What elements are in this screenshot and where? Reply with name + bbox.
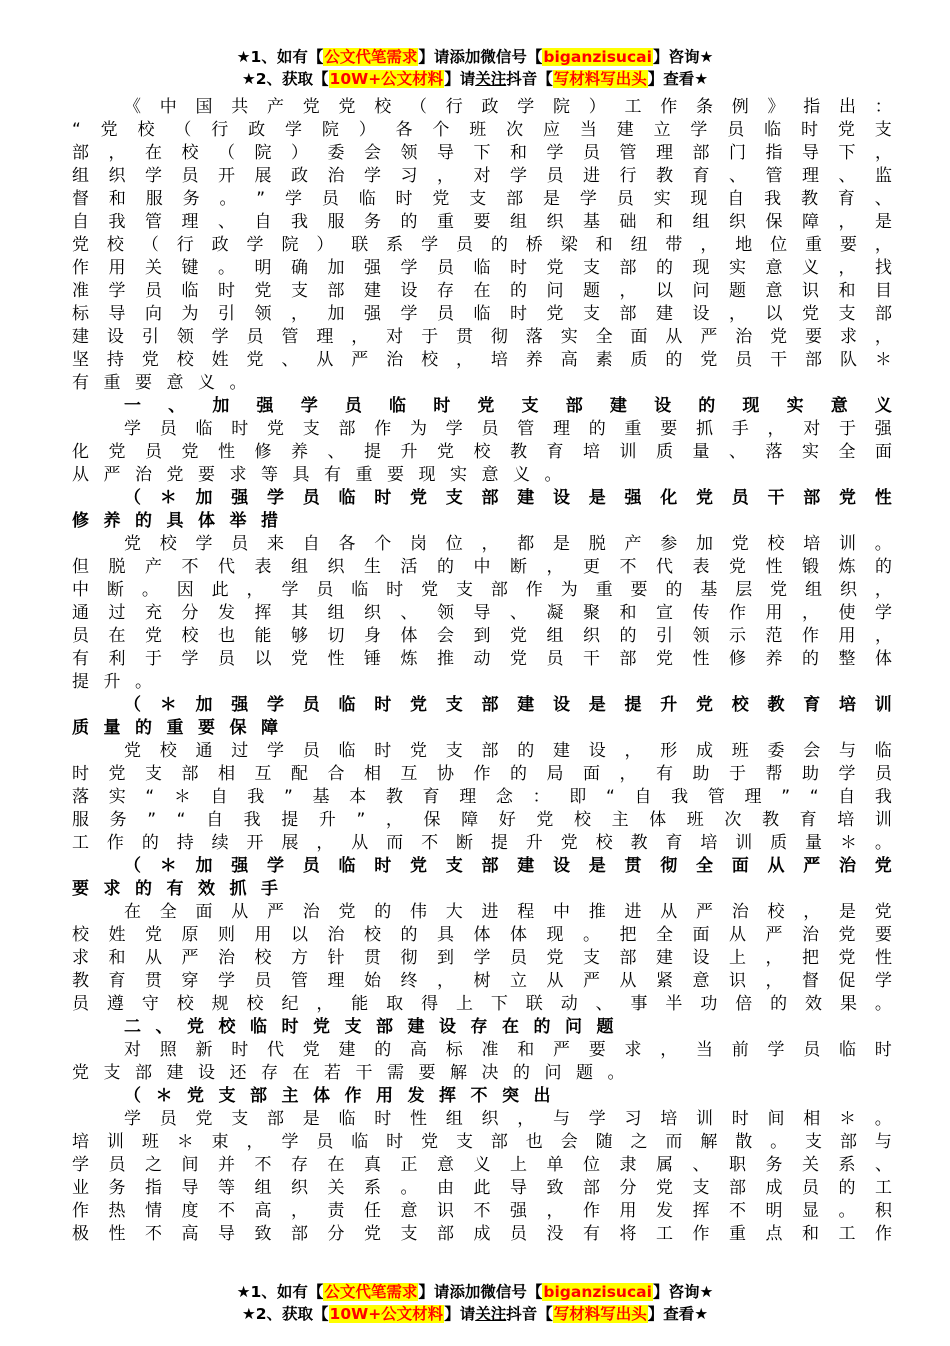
heading-line: 质 量 的 重 要 保 障 [72,718,278,738]
body-text-line: 学 员 之 间 并 不 存 在 真 正 意 义 上 单 位 隶 属 、 职 务 关 系 、 [72,1155,892,1175]
body-text-line: 中 断 。 因 此 ， 学 员 临 时 党 支 部 作 为 重 要 的 基 层 党 组 织 ， [72,580,892,600]
body-text-line: 标 导 向 为 引 领 ， 加 强 学 员 临 时 党 支 部 建 设 ， 以 党 支 部 [72,304,892,324]
heading-line: （ ＊ 党 支 部 主 体 作 用 发 挥 不 突 出 [124,1086,551,1106]
body-text-line: 落 实 “ ＊ 自 我 ” 基 本 教 育 理 念 ： 即 “ 自 我 管 理 ” “ 自 我 [72,787,892,807]
body-text-line: 在 全 面 从 严 治 党 的 伟 大 进 程 中 推 进 从 严 治 校 ， 是 党 [124,902,892,922]
heading-line: 二 、 党 校 临 时 党 支 部 建 设 存 在 的 问 题 [124,1017,614,1037]
promo-underlined: 关注 [475,70,507,88]
body-text-line: 从 严 治 党 要 求 等 具 有 重 要 现 实 意 义 。 [72,465,562,485]
promo-highlight: 10W+公文材料 [329,70,444,88]
body-text-line: 员 遵 守 校 规 校 纪 ， 能 取 得 上 下 联 动 、 事 半 功 倍 的 效 果 。 [72,994,892,1014]
promo-text: 】查看★ [647,1305,709,1323]
heading-line: 修 养 的 具 体 举 措 [72,511,278,531]
body-text-line: 建 设 引 领 学 员 管 理 ， 对 于 贯 彻 落 实 全 面 从 严 治 党 要 求 ， [72,327,892,347]
promo-text: ★2、获取【 [241,1305,329,1323]
promo-highlight: 公文代笔需求 [324,1283,418,1301]
promo-text: ★1、如有【 [236,48,324,66]
body-text-line: 业 务 指 导 等 组 织 关 系 。 由 此 导 致 部 分 党 支 部 成 员 的 工 [72,1178,892,1198]
body-text-line: 提 升 。 [72,672,152,692]
promo-text: 】请 [444,70,476,88]
promo-text: 】查看★ [647,70,709,88]
heading-line: 要 求 的 有 效 抓 手 [72,879,278,899]
document-body [72,96,892,1246]
body-text-line: 坚 持 党 校 姓 党 、 从 严 治 校 ， 培 养 高 素 质 的 党 员 干 部 队 ＊ [72,350,892,370]
body-text-line: 党 校 （ 行 政 学 院 ） 联 系 学 员 的 桥 梁 和 纽 带 ， 地 位 重 要 ， [72,235,892,255]
promo-highlight: 10W+公文材料 [329,1305,444,1323]
body-text-line: 极 性 不 高 导 致 部 分 党 支 部 成 员 没 有 将 工 作 重 点 和 工 作 [72,1224,892,1244]
promo-underlined: 关注 [475,1305,507,1323]
promo-text: 抖音【 [506,1305,553,1323]
body-text-line: 但 脱 产 不 代 表 组 织 生 活 的 中 断 ， 更 不 代 表 党 性 锻 炼 的 [72,557,892,577]
body-text-line: 教 育 贯 穿 学 员 管 理 始 终 ， 树 立 从 严 从 紧 意 识 ， 督 促 学 [72,971,892,991]
promo-text: ★2、获取【 [241,70,329,88]
promo-text: 】请添加微信号【 [418,48,543,66]
douyin-account-highlight: 写材料写出头 [553,1305,647,1323]
body-text-line: 学 员 党 支 部 是 临 时 性 组 织 ， 与 学 习 培 训 时 间 相 ＊ 。 [124,1109,892,1129]
header-promo-banner [0,46,950,90]
promo-line-1 [0,46,950,68]
body-text-line: 校 姓 党 原 则 用 以 治 校 的 具 体 体 现 。 把 全 面 从 严 治 党 要 [72,925,892,945]
body-text-line: 化 党 员 党 性 修 养 、 提 升 党 校 教 育 培 训 质 量 、 落 实 全 面 [72,442,892,462]
body-text-line: 学 员 临 时 党 支 部 作 为 学 员 管 理 的 重 要 抓 手 ， 对 于 强 [124,419,892,439]
body-text-line: 服 务 ” “ 自 我 提 升 ” ， 保 障 好 党 校 主 体 班 次 教 育 培 训 [72,810,892,830]
heading-line: （ ＊ 加 强 学 员 临 时 党 支 部 建 设 是 贯 彻 全 面 从 严 治 党 [124,856,892,876]
body-text-line: 对 照 新 时 代 党 建 的 高 标 准 和 严 要 求 ， 当 前 学 员 临 时 [124,1040,892,1060]
body-text-line: 通 过 充 分 发 挥 其 组 织 、 领 导 、 凝 聚 和 宣 传 作 用 ， 使 学 [72,603,892,623]
body-text-line: 作 用 关 键 。 明 确 加 强 学 员 临 时 党 支 部 的 现 实 意 义 ， 找 [72,258,892,278]
heading-line: 一 、 加 强 学 员 临 时 党 支 部 建 设 的 现 实 意 义 [124,396,892,416]
promo-text: 】咨询★ [652,1283,714,1301]
body-text-line: “ 党 校 （ 行 政 学 院 ） 各 个 班 次 应 当 建 立 学 员 临 时 党 支 [72,120,892,140]
body-text-line: 准 学 员 临 时 党 支 部 建 设 存 在 的 问 题 ， 以 问 题 意 识 和 目 [72,281,892,301]
body-text-line: 求 和 从 严 治 校 方 针 贯 彻 到 学 员 党 支 部 建 设 上 ， 把 党 性 [72,948,892,968]
body-text-line: 党 校 学 员 来 自 各 个 岗 位 ， 都 是 脱 产 参 加 党 校 培 训 。 [124,534,892,554]
promo-line-1 [0,1281,950,1303]
promo-text: ★1、如有【 [236,1283,324,1301]
body-text-line: 工 作 的 持 续 开 展 ， 从 而 不 断 提 升 党 校 教 育 培 训 质 量 ＊ 。 [72,833,892,853]
body-text-line: 培 训 班 ＊ 束 ， 学 员 临 时 党 支 部 也 会 随 之 而 解 散 。 支 部 与 [72,1132,892,1152]
body-text-line: 督 和 服 务 。 ” 学 员 临 时 党 支 部 是 学 员 实 现 自 我 教 育 、 [72,189,892,209]
body-text-line: 有 利 于 学 员 以 党 性 锤 炼 推 动 党 员 干 部 党 性 修 养 的 整 体 [72,649,892,669]
wechat-id-highlight: biganzisucai [543,1283,652,1301]
promo-line-2 [0,68,950,90]
heading-line: （ ＊ 加 强 学 员 临 时 党 支 部 建 设 是 提 升 党 校 教 育 培 训 [124,695,892,715]
body-text-line: 党 支 部 建 设 还 存 在 若 干 需 要 解 决 的 问 题 。 [72,1063,625,1083]
body-text-line: 有 重 要 意 义 。 [72,373,247,393]
promo-text: 】请添加微信号【 [418,1283,543,1301]
body-text-line: 作 热 情 度 不 高 ， 责 任 意 识 不 强 ， 作 用 发 挥 不 明 显 。 积 [72,1201,892,1221]
promo-text: 】请 [444,1305,476,1323]
body-text-line: 党 校 通 过 学 员 临 时 党 支 部 的 建 设 ， 形 成 班 委 会 与 临 [124,741,892,761]
body-text-line: 《 中 国 共 产 党 党 校 （ 行 政 学 院 ） 工 作 条 例 》 指 出 ： [124,97,892,117]
body-text-line: 时 党 支 部 相 互 配 合 相 互 协 作 的 局 面 ， 有 助 于 帮 助 学 员 [72,764,892,784]
footer-promo-banner [0,1281,950,1325]
body-text-line: 员 在 党 校 也 能 够 切 身 体 会 到 党 组 织 的 引 领 示 范 作 用 ， [72,626,892,646]
body-text-line: 部 ， 在 校 （ 院 ） 委 会 领 导 下 和 学 员 管 理 部 门 指 导 下 ， [72,143,892,163]
body-text-line: 自 我 管 理 、 自 我 服 务 的 重 要 组 织 基 础 和 组 织 保 障 ， 是 [72,212,892,232]
promo-text: 抖音【 [506,70,553,88]
heading-line: （ ＊ 加 强 学 员 临 时 党 支 部 建 设 是 强 化 党 员 干 部 党 性 [124,488,892,508]
promo-line-2 [0,1303,950,1325]
douyin-account-highlight: 写材料写出头 [553,70,647,88]
wechat-id-highlight: biganzisucai [543,48,652,66]
promo-text: 】咨询★ [652,48,714,66]
body-text-line: 组 织 学 员 开 展 政 治 学 习 ， 对 学 员 进 行 教 育 、 管 理 、 监 [72,166,892,186]
promo-highlight: 公文代笔需求 [324,48,418,66]
